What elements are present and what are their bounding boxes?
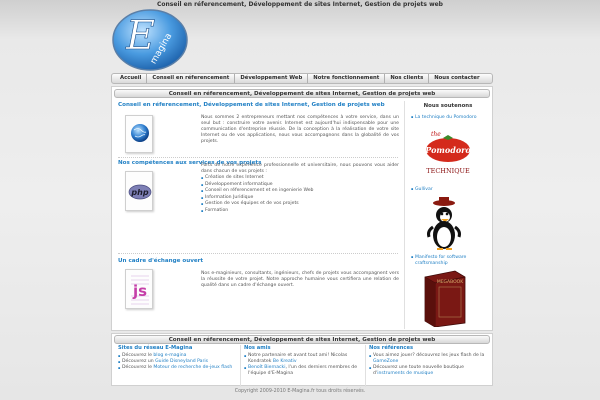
footer-column-references (365, 345, 489, 387)
section-title: Un cadre d'échange ouvert (118, 258, 204, 264)
pomodoro-image[interactable] (419, 126, 475, 178)
nav-nos-clients[interactable]: Nos clients (385, 74, 429, 83)
list-item: ▪ Création de sites Internet (201, 175, 399, 182)
svg-text:TECHNIQUE: TECHNIQUE (426, 167, 470, 175)
section-text: Nous sommes 2 entrepreneurs mettant nos compétences à votre service, dans un seul but : construire votre avenir. Internet est aujourd'hui indispensable pour une communication d'entreprise réussie. De la conception à la réalisation de votre site Internet ou de vos applications, nous vous accompagnons dans la globalité de vos projets. (201, 115, 399, 144)
sidebar-link-pomodoro[interactable]: ▪ La technique du Pomodoro (415, 115, 477, 121)
divider (118, 157, 398, 158)
footer-link-benoit[interactable]: Benoît Biernacki (248, 365, 286, 370)
svg-text:js: js (132, 282, 148, 300)
nav-developpement-web[interactable]: Développement Web (235, 74, 308, 83)
list-item: ▪ Découvrez un Guide Disneyland Paris (118, 359, 236, 365)
section-intro-text: Forts de notre expérience professionnelle et universitaire, nous pouvons vous aider dans chacun de vos projets : (201, 163, 399, 174)
footer-link-blog[interactable]: blog e-magina (153, 353, 187, 358)
sidebar (404, 101, 491, 329)
sidebar-title: Nous soutenons (423, 103, 473, 109)
copyright: Copyright 2009-2010 E-Magina.fr tous droits réservés. (234, 389, 366, 394)
php-icon (125, 171, 153, 211)
list-item: ▪ Vous aimez jouer? découvrez les jeux flash de la GameZone (369, 353, 486, 365)
js-icon (125, 269, 153, 309)
footer-link-gamezone[interactable]: GameZone (373, 359, 399, 364)
main-title-bar: Conseil en réferencement, Développement de sites Internet, Gestion de projets web (114, 89, 490, 98)
sidebar-link-gullivar[interactable]: ▪ Gullivar (415, 187, 433, 193)
megabook-image[interactable] (419, 269, 469, 327)
sidebar-link-manifesto[interactable]: ▪ Manifesto for software craftsmanship (415, 255, 489, 266)
footer (111, 333, 493, 386)
section-title: Nos compétences aux services de vos projets (118, 160, 262, 166)
nav-nous-contacter[interactable]: Nous contacter (434, 75, 480, 81)
divider (118, 253, 398, 254)
svg-text:E: E (126, 13, 156, 59)
logo-text: magina (148, 31, 175, 66)
globe-icon (125, 115, 153, 153)
list-item: ▪ Notre partenaire et avant tout ami! Nicolas Kondratek Be Kreativ (244, 353, 361, 365)
gullivar-penguin-image[interactable] (425, 195, 465, 253)
logo[interactable] (110, 7, 192, 73)
footer-link-disneyland[interactable]: Guide Disneyland Paris (155, 359, 209, 364)
list-item: ▪ Formation (201, 208, 399, 215)
section-text: Nos e-maginieurs, consultants, ingénieurs, chefs de projets vous accompagnent vers la réussite de votre projet. Notre approche humaine vous certifiera une relation de qualité dans un cadre d'échange ouvert. (201, 271, 399, 288)
top-tagline: Conseil en réferencement, Développement de sites Internet, Gestion de projets web (157, 1, 443, 8)
svg-text:Pomodoro: Pomodoro (425, 145, 471, 155)
nav-accueil[interactable]: Accueil (115, 74, 147, 83)
e-magina-logo-icon (110, 7, 192, 73)
footer-column-title: Nos références (369, 345, 414, 351)
svg-text:the: the (431, 131, 441, 138)
content-column (115, 101, 400, 329)
list-item: ▪ Découvrez le Moteur de recherche de-jeux flash (118, 365, 236, 371)
list-item: ▪ Développement informatique (201, 182, 399, 189)
footer-column-amis (240, 345, 364, 387)
footer-title-bar: Conseil en réferencement, Développement de sites Internet, Gestion de projets web (114, 335, 490, 344)
list-item: ▪ Découvrez une toute nouvelle boutique d'instruments de musique (369, 365, 486, 377)
footer-column-title: Sites du réseau E-Magina (118, 345, 193, 351)
list-item: ▪ Information Juridique (201, 195, 399, 202)
section-text (201, 163, 399, 215)
list-item: ▪ Gestion de vos équipes et de vos projets (201, 201, 399, 208)
footer-column-title: Nos amis (244, 345, 271, 351)
svg-text:php: php (131, 188, 149, 197)
nav-notre-fonctionnement[interactable]: Notre fonctionnement (308, 74, 385, 83)
footer-link-moteur[interactable]: Moteur de recherche de-jeux flash (153, 365, 233, 370)
footer-column-reseau (115, 345, 239, 387)
list-item: ▪ Conseil en réferencement et en ingenierie Web (201, 188, 399, 195)
main-container (111, 86, 493, 331)
svg-text:MEGABOOK: MEGABOOK (436, 280, 464, 285)
list-item: ▪ Découvrez le blog e-magina (118, 353, 236, 359)
footer-link-bekreativ[interactable]: Be Kreativ (272, 359, 297, 364)
competences-list (201, 175, 399, 215)
list-item: ▪ Benoît Biernacki, l'un des derniers membres de l'équipe d'E-Magina (244, 365, 361, 377)
nav-conseil-referencement[interactable]: Conseil en réferencement (147, 74, 235, 83)
section-title: Conseil en réferencement, Développement de sites Internet, Gestion de projets web (118, 102, 385, 108)
footer-link-instruments[interactable]: instruments de musique (377, 371, 434, 376)
main-nav (111, 73, 493, 84)
